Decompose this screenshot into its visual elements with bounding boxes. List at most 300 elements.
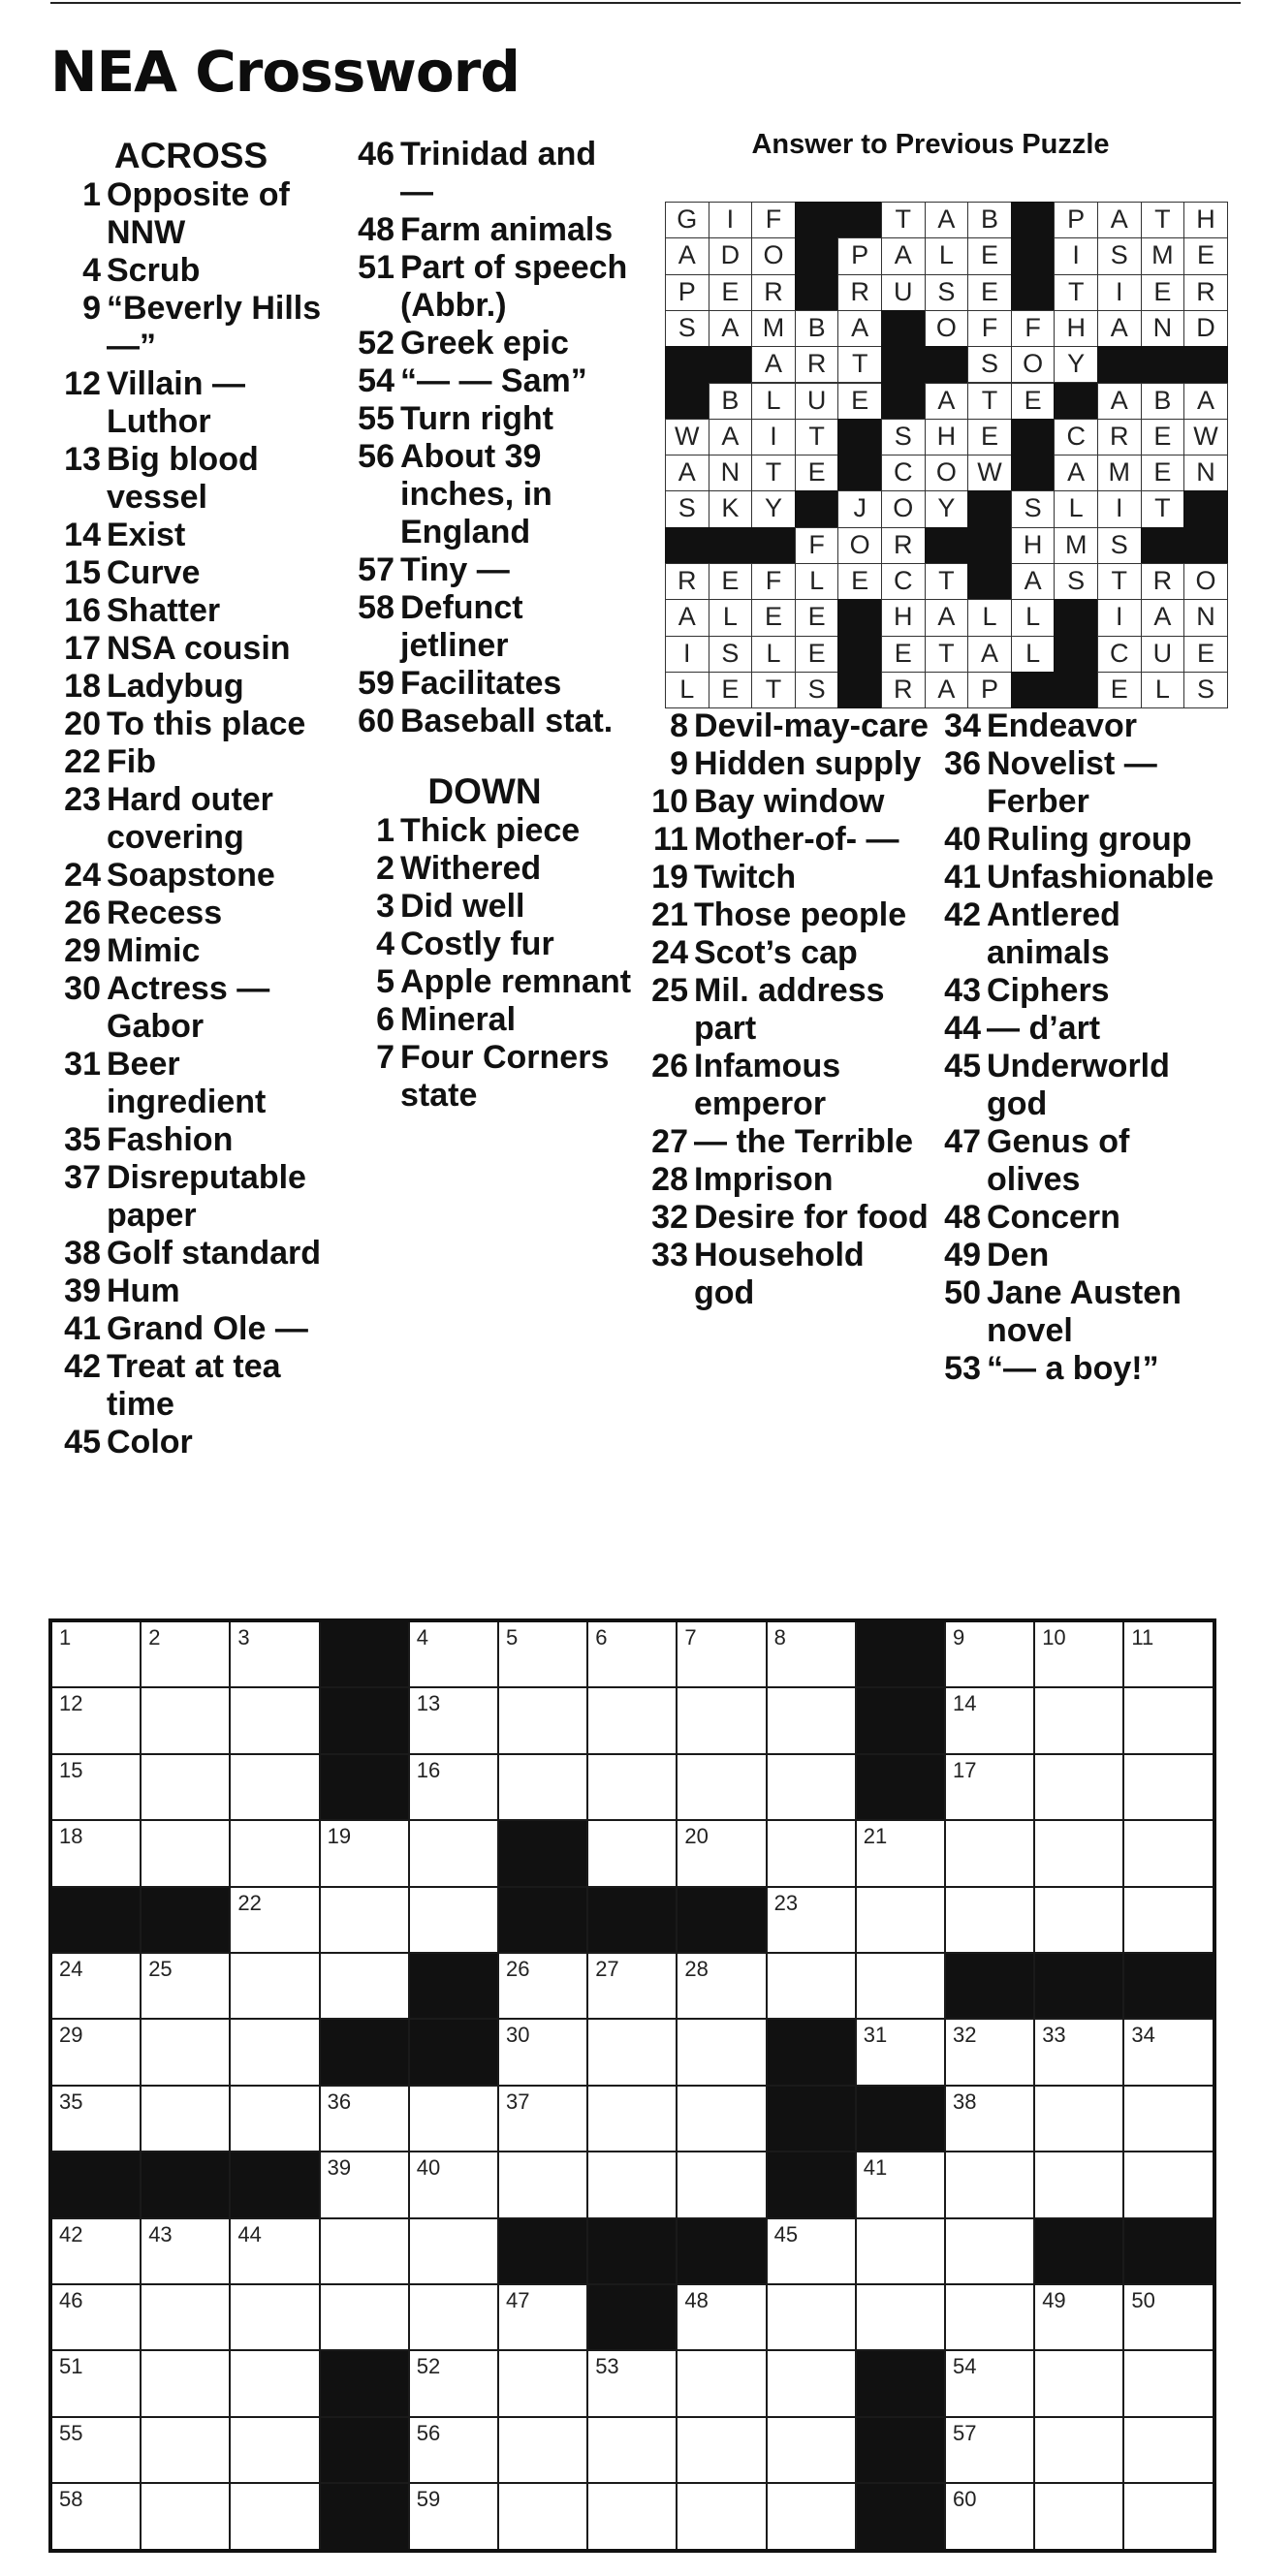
- answer-cell: L: [665, 672, 709, 708]
- cell-number: 36: [327, 2089, 352, 2114]
- clue-number: 42: [64, 1348, 101, 1385]
- across-clue: [50, 290, 341, 365]
- clue-number: 24: [651, 934, 688, 971]
- answer-cell: O: [1011, 346, 1056, 383]
- clue-number: 10: [651, 783, 688, 820]
- answer-cell: L: [1011, 636, 1056, 673]
- answer-cell: A: [925, 383, 969, 420]
- clue-number: 45: [64, 1424, 101, 1461]
- clue-text: — the Terrible: [694, 1123, 914, 1160]
- clue-text: Those people: [694, 896, 907, 933]
- answer-block: [1183, 346, 1228, 383]
- clue-text: Jane Austen novel: [987, 1274, 1182, 1349]
- answer-cell: E: [1141, 419, 1185, 456]
- clue-number: 16: [64, 592, 101, 629]
- down-clue: [638, 783, 929, 821]
- answer-cell: B: [967, 202, 1012, 238]
- answer-cell: A: [709, 310, 753, 347]
- answer-cell: N: [1183, 599, 1228, 636]
- clue-text: Big blood vessel: [107, 441, 259, 516]
- answer-cell: L: [751, 383, 796, 420]
- answer-cell: T: [925, 563, 969, 600]
- across-clue: [50, 743, 341, 781]
- clue-number: 45: [944, 1048, 981, 1084]
- clue-text: Withered: [400, 850, 542, 887]
- clue-text: Costly fur: [400, 926, 554, 962]
- answer-cell: L: [751, 636, 796, 673]
- answer-cell: A: [881, 237, 926, 274]
- across-clue: [344, 211, 635, 249]
- answer-block: [795, 274, 839, 311]
- cell-number: 16: [416, 1757, 441, 1782]
- answer-cell: C: [881, 563, 926, 600]
- across-clue: [50, 1272, 341, 1310]
- clue-number: 26: [64, 895, 101, 931]
- cell-number: 38: [953, 2089, 977, 2114]
- answer-cell: L: [1011, 599, 1056, 636]
- answer-cell: W: [665, 419, 709, 456]
- cell-number: 48: [684, 2288, 709, 2312]
- answer-cell: S: [709, 636, 753, 673]
- answer-cell: B: [795, 310, 839, 347]
- answer-cell: E: [795, 455, 839, 491]
- clue-number: 42: [944, 896, 981, 933]
- clue-number: 20: [64, 706, 101, 742]
- clue-text: Baseball stat.: [400, 703, 614, 739]
- clue-number: 32: [651, 1199, 688, 1236]
- across-clue: [50, 441, 341, 517]
- clue-number: 48: [944, 1199, 981, 1236]
- clue-text: Desire for food: [694, 1199, 929, 1236]
- answer-cell: A: [665, 599, 709, 636]
- clue-text: Hard outer covering: [107, 781, 273, 856]
- clue-number: 49: [944, 1237, 981, 1273]
- answer-cell: F: [751, 563, 796, 600]
- clue-number: 5: [376, 963, 394, 1000]
- cell-number: 53: [595, 2354, 619, 2379]
- answer-cell: E: [1141, 455, 1185, 491]
- down-clue: [638, 1123, 929, 1161]
- answer-cell: T: [1141, 202, 1185, 238]
- answer-block: [837, 636, 882, 673]
- across-clue: [50, 365, 341, 441]
- answer-cell: O: [837, 527, 882, 564]
- across-clue: [344, 703, 635, 740]
- answer-cell: E: [1141, 274, 1185, 311]
- answer-cell: N: [1183, 455, 1228, 491]
- answer-cell: I: [751, 419, 796, 456]
- answer-block: [881, 310, 926, 347]
- clue-number: 41: [64, 1310, 101, 1347]
- answer-block: [1183, 527, 1228, 564]
- cell-number: 58: [59, 2487, 83, 2512]
- clue-text: Den: [987, 1237, 1050, 1273]
- answer-block: [1141, 527, 1185, 564]
- down-clue: [344, 812, 635, 850]
- answer-cell: P: [837, 237, 882, 274]
- across-clue: [50, 706, 341, 743]
- answer-block: [1011, 419, 1056, 456]
- answer-cell: K: [709, 490, 753, 527]
- clue-number: 40: [944, 821, 981, 858]
- answer-block: [1097, 346, 1142, 383]
- down-clue: [930, 1199, 1231, 1237]
- cell-number: 20: [684, 1824, 709, 1849]
- answer-cell: A: [1097, 383, 1142, 420]
- answer-cell: R: [795, 346, 839, 383]
- clue-text: Golf standard: [107, 1235, 322, 1272]
- cell-number: 9: [953, 1625, 965, 1649]
- clue-text: “Beverly Hills —”: [107, 290, 322, 364]
- clue-text: Thick piece: [400, 812, 581, 849]
- clue-text: Mimic: [107, 932, 201, 969]
- across-clue: [50, 857, 341, 895]
- across-clue: [50, 592, 341, 630]
- clue-number: 55: [358, 400, 394, 437]
- answer-cell: S: [925, 274, 969, 311]
- clue-number: 2: [376, 850, 394, 887]
- clue-number: 1: [82, 176, 101, 213]
- cell-number: 49: [1042, 2288, 1066, 2312]
- answer-cell: I: [1054, 237, 1098, 274]
- down-clue: [638, 1161, 929, 1199]
- answer-cell: H: [1054, 310, 1098, 347]
- cell-number: 46: [59, 2288, 83, 2312]
- across-clue: [50, 1348, 341, 1424]
- across-clue: [344, 438, 635, 551]
- clue-text: About 39 inches, in England: [400, 438, 552, 550]
- answer-cell: E: [1183, 237, 1228, 274]
- cell-number: 33: [1042, 2023, 1066, 2048]
- cell-number: 15: [59, 1757, 83, 1782]
- clue-text: Mil. address part: [694, 972, 885, 1047]
- answer-cell: H: [1183, 202, 1228, 238]
- down-clue: [638, 859, 929, 896]
- answer-cell: M: [1054, 527, 1098, 564]
- cell-number: 34: [1131, 2023, 1155, 2048]
- answer-cell: P: [1054, 202, 1098, 238]
- cell-number: 59: [416, 2487, 441, 2512]
- answer-cell: R: [665, 563, 709, 600]
- cell-number: 11: [1131, 1625, 1154, 1649]
- across-clue: [50, 252, 341, 290]
- answer-cell: R: [881, 672, 926, 708]
- answer-cell: D: [709, 237, 753, 274]
- answer-cell: H: [1011, 527, 1056, 564]
- answer-cell: E: [751, 599, 796, 636]
- answer-cell: H: [881, 599, 926, 636]
- cell-number: 28: [684, 1957, 709, 1981]
- clue-number: 28: [651, 1161, 688, 1198]
- across-clue: [50, 668, 341, 706]
- answer-block: [1011, 672, 1056, 708]
- answer-block: [967, 490, 1012, 527]
- cell-number: 14: [953, 1691, 977, 1716]
- clue-text: Ruling group: [987, 821, 1192, 858]
- down-clue: [638, 934, 929, 972]
- answer-cell: R: [1183, 274, 1228, 311]
- answer-cell: E: [837, 563, 882, 600]
- answer-block: [665, 383, 709, 420]
- down-clue: [344, 963, 635, 1001]
- clue-number: 29: [64, 932, 101, 969]
- across-clue: [50, 895, 341, 932]
- down-clue: [344, 850, 635, 888]
- clue-number: 24: [64, 857, 101, 894]
- clue-number: 9: [82, 290, 101, 327]
- across-clue: [344, 400, 635, 438]
- clue-text: Exist: [107, 517, 186, 553]
- clue-text: Mineral: [400, 1001, 517, 1038]
- across-clue: [344, 665, 635, 703]
- clue-number: 14: [64, 517, 101, 553]
- clue-text: Concern: [987, 1199, 1120, 1236]
- answer-cell: O: [925, 310, 969, 347]
- page-title: NEA Crossword: [50, 39, 520, 105]
- answer-block: [837, 599, 882, 636]
- across-clue: [50, 1159, 341, 1235]
- answer-block: [837, 672, 882, 708]
- cell-number: 54: [953, 2354, 977, 2379]
- clue-text: To this place: [107, 706, 306, 742]
- answer-block: [709, 527, 753, 564]
- clue-text: Fashion: [107, 1121, 234, 1158]
- clue-number: 43: [944, 972, 981, 1009]
- answer-cell: S: [665, 490, 709, 527]
- answer-cell: T: [1097, 563, 1142, 600]
- answer-cell: E: [1183, 636, 1228, 673]
- answer-block: [795, 490, 839, 527]
- answer-cell: S: [1097, 527, 1142, 564]
- down-clue: [638, 972, 929, 1048]
- cell-number: 10: [1042, 1625, 1066, 1649]
- cell-number: 1: [59, 1625, 72, 1649]
- clue-number: 26: [651, 1048, 688, 1084]
- across-clue: [50, 932, 341, 970]
- down-column-4: [930, 707, 1231, 1388]
- answer-cell: C: [1054, 419, 1098, 456]
- clue-text: Household god: [694, 1237, 865, 1311]
- clue-number: 23: [64, 781, 101, 818]
- cell-number: 22: [237, 1890, 262, 1915]
- answer-block: [837, 455, 882, 491]
- answer-cell: F: [1011, 310, 1056, 347]
- clue-number: 7: [376, 1039, 394, 1076]
- cell-number: 7: [684, 1625, 697, 1649]
- clue-text: Bay window: [694, 783, 885, 820]
- answer-block: [1011, 202, 1056, 238]
- clue-number: 27: [651, 1123, 688, 1160]
- cell-number: 39: [327, 2155, 352, 2181]
- down-clue: [930, 896, 1231, 972]
- answer-cell: R: [1141, 563, 1185, 600]
- cell-number: 45: [773, 2221, 799, 2246]
- across-clue: [50, 1310, 341, 1348]
- answer-block: [709, 346, 753, 383]
- clue-text: Infamous emperor: [694, 1048, 841, 1122]
- answer-cell: T: [837, 346, 882, 383]
- answer-cell: S: [967, 346, 1012, 383]
- answer-cell: N: [709, 455, 753, 491]
- cell-number: 6: [595, 1625, 608, 1649]
- answer-cell: O: [925, 455, 969, 491]
- across-clue: [344, 551, 635, 589]
- previous-answer-title: Answer to Previous Puzzle: [751, 129, 1110, 160]
- cell-number: 35: [59, 2089, 83, 2114]
- clue-number: 58: [358, 589, 394, 626]
- cell-number: 17: [953, 1757, 977, 1782]
- clue-text: Scrub: [107, 252, 201, 289]
- clue-text: Opposite of NNW: [107, 176, 290, 251]
- clue-number: 6: [376, 1001, 394, 1038]
- answer-cell: A: [967, 636, 1012, 673]
- answer-cell: R: [751, 274, 796, 311]
- cell-number: 13: [416, 1691, 441, 1716]
- down-clue: [344, 888, 635, 926]
- answer-cell: L: [795, 563, 839, 600]
- cell-number: 30: [506, 2023, 530, 2048]
- clue-text: Unfashionable: [987, 859, 1214, 895]
- answer-cell: L: [1141, 672, 1185, 708]
- answer-cell: G: [665, 202, 709, 238]
- down-clue: [344, 926, 635, 963]
- answer-block: [1054, 383, 1098, 420]
- answer-cell: P: [665, 274, 709, 311]
- answer-cell: Y: [1054, 346, 1098, 383]
- clue-number: 8: [670, 707, 688, 744]
- cell-number: 18: [59, 1824, 83, 1849]
- answer-block: [665, 346, 709, 383]
- across-column-1: [50, 136, 341, 1461]
- answer-cell: F: [751, 202, 796, 238]
- answer-block: [1183, 490, 1228, 527]
- answer-cell: E: [709, 672, 753, 708]
- cell-number: 26: [506, 1957, 530, 1981]
- answer-block: [1011, 455, 1056, 491]
- answer-cell: A: [1097, 310, 1142, 347]
- cell-number: 37: [506, 2089, 530, 2114]
- clue-text: Devil-may-care: [694, 707, 929, 744]
- cell-number: 60: [953, 2487, 977, 2512]
- across-column-2: [344, 136, 635, 1115]
- cell-number: 5: [506, 1625, 519, 1649]
- answer-block: [1054, 672, 1098, 708]
- clue-number: 11: [653, 821, 688, 858]
- down-clue: [930, 1048, 1231, 1123]
- answer-cell: A: [1011, 563, 1056, 600]
- answer-block: [837, 202, 882, 238]
- cell-number: 29: [59, 2023, 83, 2048]
- clue-text: Farm animals: [400, 211, 614, 248]
- answer-cell: M: [1141, 237, 1185, 274]
- cell-number: 2: [148, 1625, 161, 1649]
- grid-frame: [48, 1618, 1216, 2553]
- down-clue: [638, 745, 929, 783]
- clue-number: 59: [358, 665, 394, 702]
- answer-cell: O: [881, 490, 926, 527]
- down-clue: [930, 1274, 1231, 1350]
- clue-text: Part of speech (Abbr.): [400, 249, 628, 324]
- answer-cell: S: [795, 672, 839, 708]
- clue-number: 31: [64, 1046, 101, 1083]
- down-clue: [930, 972, 1231, 1010]
- clue-text: Mother-of- —: [694, 821, 899, 858]
- clue-number: 30: [64, 970, 101, 1007]
- clue-text: “— — Sam”: [400, 362, 587, 399]
- cell-number: 3: [237, 1625, 250, 1649]
- answer-cell: J: [837, 490, 882, 527]
- clue-text: Hidden supply: [694, 745, 922, 782]
- down-clue: [930, 1010, 1231, 1048]
- down-clue: [930, 745, 1231, 821]
- clue-number: 18: [64, 668, 101, 705]
- down-clue: [638, 1237, 929, 1312]
- clue-number: 56: [358, 438, 394, 475]
- across-clue: [50, 1424, 341, 1461]
- clue-number: 36: [944, 745, 981, 782]
- clue-text: Ladybug: [107, 668, 244, 705]
- answer-cell: A: [1183, 383, 1228, 420]
- cell-number: 8: [773, 1625, 786, 1649]
- answer-block: [881, 346, 926, 383]
- answer-cell: M: [751, 310, 796, 347]
- cell-number: 55: [59, 2420, 83, 2445]
- clue-text: Treat at tea time: [107, 1348, 281, 1423]
- answer-cell: D: [1183, 310, 1228, 347]
- clue-text: Trinidad and —: [400, 136, 597, 210]
- down-clue: [930, 821, 1231, 859]
- answer-cell: R: [1097, 419, 1142, 456]
- answer-cell: T: [751, 455, 796, 491]
- clue-number: 47: [944, 1123, 981, 1160]
- clue-number: 22: [64, 743, 101, 780]
- cell-number: 25: [148, 1957, 173, 1981]
- clue-number: 51: [358, 249, 394, 286]
- answer-block: [1054, 636, 1098, 673]
- answer-block: [881, 383, 926, 420]
- clue-number: 12: [64, 365, 101, 402]
- clue-number: 38: [64, 1235, 101, 1272]
- cell-number: 23: [773, 1890, 799, 1915]
- cell-number: 42: [59, 2221, 83, 2246]
- answer-cell: U: [1141, 636, 1185, 673]
- down-clue: [930, 859, 1231, 896]
- clue-number: 48: [358, 211, 394, 248]
- across-clue: [50, 176, 341, 252]
- clue-text: Tiny —: [400, 551, 510, 588]
- answer-cell: N: [1141, 310, 1185, 347]
- clue-text: Fib: [107, 743, 156, 780]
- answer-cell: S: [665, 310, 709, 347]
- answer-block: [795, 237, 839, 274]
- down-clue: [638, 821, 929, 859]
- answer-cell: T: [967, 383, 1012, 420]
- answer-cell: T: [795, 419, 839, 456]
- cell-number: 44: [237, 2221, 262, 2246]
- cell-number: 21: [863, 1824, 888, 1849]
- answer-cell: U: [881, 274, 926, 311]
- answer-cell: I: [1097, 274, 1142, 311]
- answer-cell: A: [1054, 455, 1098, 491]
- answer-cell: S: [1183, 672, 1228, 708]
- clue-text: Did well: [400, 888, 525, 925]
- down-clue: [344, 1039, 635, 1115]
- clue-text: Twitch: [694, 859, 797, 895]
- down-clue: [930, 1237, 1231, 1274]
- down-clue: [638, 1199, 929, 1237]
- clue-text: Shatter: [107, 592, 221, 629]
- answer-cell: A: [1141, 599, 1185, 636]
